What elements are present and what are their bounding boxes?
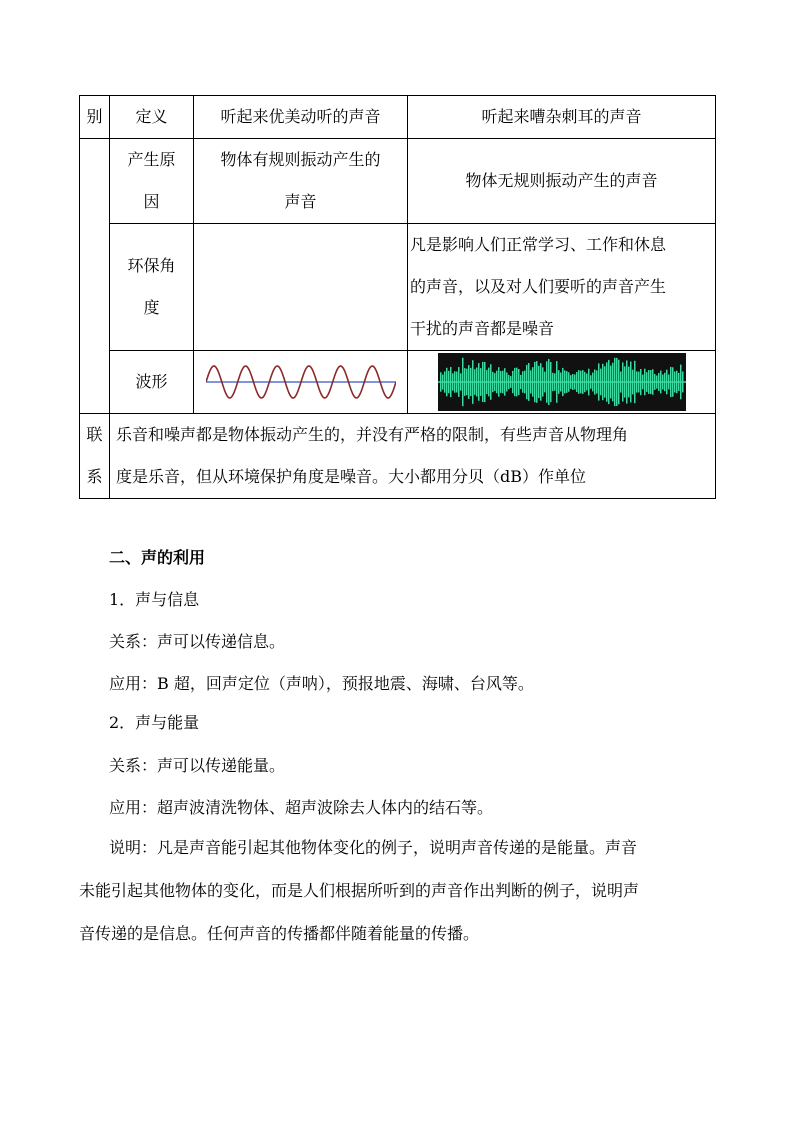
cause-label — [110, 139, 194, 224]
noise-wave-image — [438, 353, 686, 411]
energy-application: 应用：超声波清洗物体、超声波除去人体内的结石等。 — [109, 798, 494, 817]
table-row-cause — [80, 139, 716, 224]
noise-cause: 物体无规则振动产生的声音 — [408, 139, 716, 224]
noise-environment-line3: 干扰的声音都是噪音 — [410, 319, 555, 338]
note-paragraph-cont — [79, 869, 729, 955]
category-cell: 别 — [80, 96, 110, 139]
section-heading: 二、声的利用 — [109, 548, 206, 567]
definition-label: 定义 — [110, 96, 194, 139]
relation-label-line2: 系 — [86, 467, 103, 486]
subsection-info-title: 1．声与信息 — [109, 590, 200, 609]
subsection-energy-title: 2．声与能量 — [109, 713, 200, 732]
relation-text-line2: 度是乐音，但从环境保护角度是噪音。大小都用分贝（dB）作单位 — [116, 467, 587, 486]
table-row-relation — [80, 414, 716, 499]
music-cause — [194, 139, 408, 224]
info-application: 应用：B 超，回声定位（声呐），预报地震、海啸、台风等。 — [109, 674, 534, 693]
relation-text — [110, 414, 716, 499]
cause-label-line2: 因 — [143, 192, 160, 211]
music-environment — [194, 224, 408, 351]
relation-label-line1: 联 — [86, 425, 103, 444]
relation-text-line1: 乐音和噪声都是物体振动产生的，并没有严格的限制，有些声音从物理角 — [116, 425, 629, 444]
table-row-definition — [80, 96, 716, 139]
table-row-waveform — [80, 351, 716, 414]
sine-wave-image — [206, 360, 396, 404]
note-paragraph — [109, 826, 729, 869]
noise-waveform — [408, 351, 716, 414]
environment-label-line2: 度 — [143, 298, 160, 317]
table-row-environment — [80, 224, 716, 351]
noise-environment-line2: 的声音，以及对人们要听的声音产生 — [410, 277, 667, 296]
note-line2: 未能引起其他物体的变化，而是人们根据所听到的声音作出判断的例子，说明声 — [79, 881, 640, 900]
noise-environment — [408, 224, 716, 351]
waveform-label: 波形 — [110, 351, 194, 414]
music-definition: 听起来优美动听的声音 — [194, 96, 408, 139]
relation-label — [80, 414, 110, 499]
environment-label — [110, 224, 194, 351]
note-line1: 说明：凡是声音能引起其他物体变化的例子，说明声音传递的是能量。声音 — [109, 838, 638, 857]
noise-environment-line1: 凡是影响人们正常学习、工作和休息 — [410, 235, 667, 254]
empty-cell — [80, 139, 110, 414]
info-relation: 关系：声可以传递信息。 — [109, 632, 286, 651]
noise-definition: 听起来嘈杂刺耳的声音 — [408, 96, 716, 139]
music-cause-line2: 声音 — [284, 192, 317, 211]
comparison-table — [79, 95, 716, 499]
note-line3: 音传递的是信息。任何声音的传播都伴随着能量的传播。 — [79, 924, 480, 943]
cause-label-line1: 产生原 — [127, 150, 176, 169]
environment-label-line1: 环保角 — [127, 256, 176, 275]
music-waveform — [194, 351, 408, 414]
energy-relation: 关系：声可以传递能量。 — [109, 756, 286, 775]
music-cause-line1: 物体有规则振动产生的 — [220, 150, 381, 169]
